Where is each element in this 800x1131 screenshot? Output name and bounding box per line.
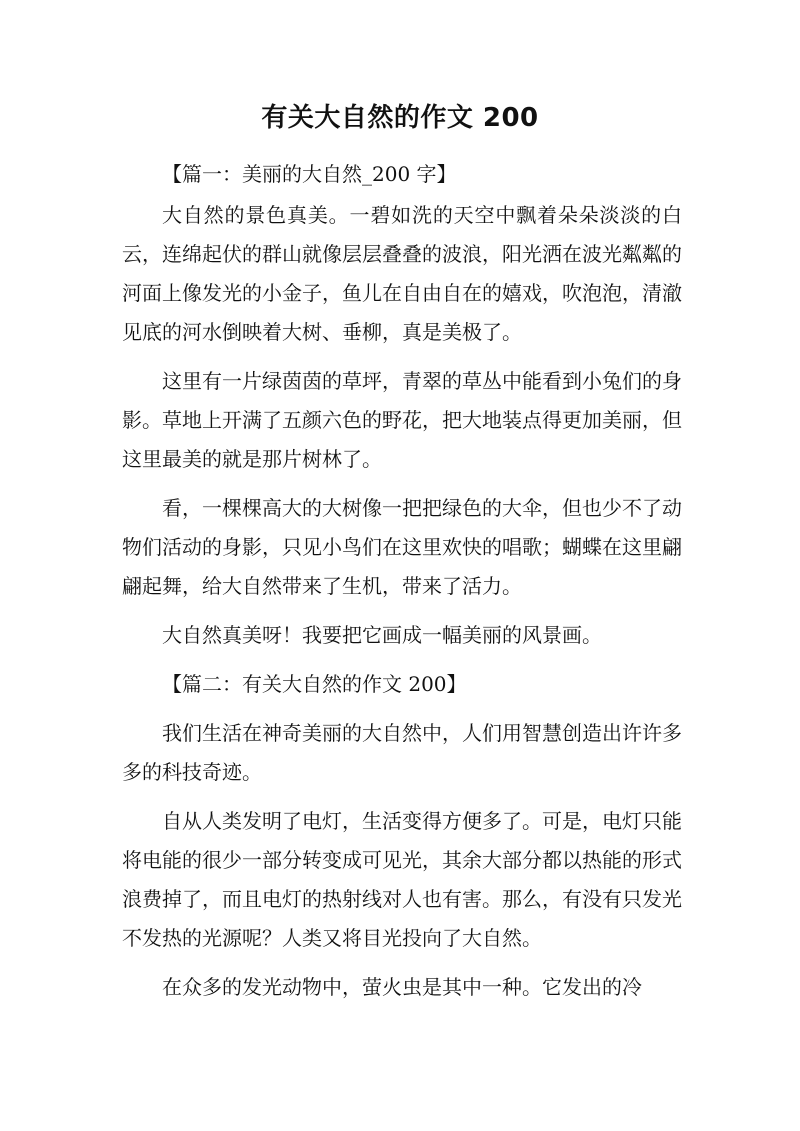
section-heading-2: 【篇二：有关大自然的作文 200】 xyxy=(162,672,467,696)
paragraph-1: 大自然的景色真美。一碧如洗的天空中飘着朵朵淡淡的白云，连绵起伏的群山就像层层叠叠的波浪，阳光洒在波光粼粼的河面上像发光的小金子，鱼儿在自由自在的嬉戏，吹泡泡，清澈见底的河水倒映着大树、垂柳，真是美极了。 xyxy=(122,203,682,344)
paragraph-2: 这里有一片绿茵茵的草坪，青翠的草丛中能看到小兔们的身影。草地上开满了五颜六色的野花，把大地装点得更加美丽，但这里最美的就是那片树林了。 xyxy=(122,369,682,471)
document-title: 有关大自然的作文 200 xyxy=(261,103,539,133)
paragraph-6: 自从人类发明了电灯，生活变得方便多了。可是，电灯只能将电能的很少一部分转变成可见光，其余大部分都以热能的形式浪费掉了，而且电灯的热射线对人也有害。那么，有没有只发光不发热的光源呢？人类又将目光投向了大自然。 xyxy=(122,809,682,950)
paragraph-5: 我们生活在神奇美丽的大自然中，人们用智慧创造出许许多多的科技奇迹。 xyxy=(122,721,682,784)
document-body xyxy=(122,155,682,1017)
paragraph-3: 看，一棵棵高大的大树像一把把绿色的大伞，但也少不了动物们活动的身影，只见小鸟们在这里欢快的唱歌；蝴蝶在这里翩翩起舞，给大自然带来了生机，带来了活力。 xyxy=(122,496,682,598)
section-heading-1: 【篇一：美丽的大自然_200 字】 xyxy=(162,162,457,186)
paragraph-4: 大自然真美呀！我要把它画成一幅美丽的风景画。 xyxy=(162,623,602,647)
paragraph-7: 在众多的发光动物中，萤火虫是其中一种。它发出的冷 xyxy=(162,975,642,999)
